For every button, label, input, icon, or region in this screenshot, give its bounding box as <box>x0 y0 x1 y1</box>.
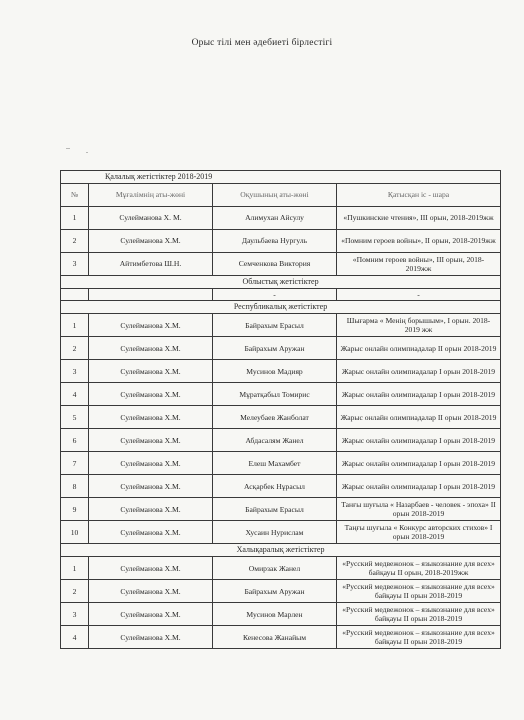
cell-student: Байрахым Ерасыл <box>213 314 337 337</box>
cell-teacher: Сулейманова Х.М. <box>89 580 213 603</box>
section-row-international <box>61 544 501 557</box>
section-title: Халықаралық жетістіктер <box>61 544 501 557</box>
table-row <box>61 429 501 452</box>
cell-student: Мусинов Марлен <box>213 603 337 626</box>
cell-num: 10 <box>61 521 89 544</box>
cell-student: Мұратқабыл Томирис <box>213 383 337 406</box>
cell-teacher: Сулейманова Х.М. <box>89 603 213 626</box>
table-row <box>61 452 501 475</box>
table-row <box>61 314 501 337</box>
cell-result: Жарыс онлайн олимпиадалар I орын 2018-2019 <box>337 360 501 383</box>
cell-teacher: Сулейманова Х.М. <box>89 360 213 383</box>
cell-result: Жарыс онлайн олимпиадалар I орын 2018-2019 <box>337 452 501 475</box>
cell-teacher: Сулейманова Х.М. <box>89 230 213 253</box>
table-row <box>61 383 501 406</box>
cell-teacher: Сулейманова Х.М. <box>89 452 213 475</box>
cell-student: Байрахым Аружан <box>213 580 337 603</box>
cell-num <box>61 289 89 301</box>
table-row <box>61 626 501 649</box>
cell-result: «Русский медвежонок – языкознание для всех» байқауы II орын 2018-2019 <box>337 580 501 603</box>
cell-teacher: Айтимбетова Ш.Н. <box>89 253 213 276</box>
cell-num: 7 <box>61 452 89 475</box>
cell-teacher: Сулейманова Х.М. <box>89 383 213 406</box>
section-row-city <box>61 171 501 184</box>
cell-result: «Помним героев войны», II орын, 2018-2019жж <box>337 230 501 253</box>
cell-student: Хусаин Нурислам <box>213 521 337 544</box>
cell-result: «Русский медвежонок – языкознание для всех» байқауы II орын, 2018-2019жж <box>337 557 501 580</box>
table-row <box>61 603 501 626</box>
cell-teacher <box>89 289 213 301</box>
cell-num: 4 <box>61 626 89 649</box>
section-title: Облыстық жетістіктер <box>61 276 501 289</box>
cell-teacher: Сулейманова Х. М. <box>89 207 213 230</box>
cell-student: Байрахым Аружан <box>213 337 337 360</box>
cell-num: 3 <box>61 360 89 383</box>
table-row <box>61 475 501 498</box>
cell-result: «Русский медвежонок – языкознание для всех» байқауы II орын 2018-2019 <box>337 603 501 626</box>
cell-teacher: Сулейманова Х.М. <box>89 337 213 360</box>
cell-teacher: Сулейманова Х.М. <box>89 406 213 429</box>
table-row <box>61 521 501 544</box>
scan-mark: . <box>86 146 88 155</box>
cell-student: Даульбаева Нургуль <box>213 230 337 253</box>
table-row <box>61 360 501 383</box>
cell-student: - <box>213 289 337 301</box>
cell-teacher: Сулейманова Х.М. <box>89 521 213 544</box>
table-row <box>61 289 501 301</box>
cell-num: 3 <box>61 253 89 276</box>
cell-num: 2 <box>61 230 89 253</box>
cell-teacher: Сулейманова Х.М. <box>89 557 213 580</box>
cell-num: 9 <box>61 498 89 521</box>
cell-result: Шығарма « Менің борышым», I орын. 2018-2019 жж <box>337 314 501 337</box>
cell-result: «Помним героев войны», III орын, 2018-2019жж <box>337 253 501 276</box>
cell-result: Жарыс онлайн олимпиадалар I орын 2018-2019 <box>337 429 501 452</box>
cell-num: 3 <box>61 603 89 626</box>
cell-num: 6 <box>61 429 89 452</box>
cell-student: Алимухан Айсулу <box>213 207 337 230</box>
cell-student: Асқарбек Нұрасыл <box>213 475 337 498</box>
cell-teacher: Сулейманова Х.М. <box>89 498 213 521</box>
cell-student: Байрахым Ерасыл <box>213 498 337 521</box>
cell-num: 8 <box>61 475 89 498</box>
cell-result: Жарыс онлайн олимпиадалар II орын 2018-2019 <box>337 337 501 360</box>
header-student: Оқушының аты-жөні <box>213 184 337 207</box>
section-row-regional <box>61 276 501 289</box>
cell-teacher: Сулейманова Х.М. <box>89 314 213 337</box>
cell-num: 2 <box>61 580 89 603</box>
table-row <box>61 406 501 429</box>
table-row <box>61 498 501 521</box>
section-row-republic <box>61 301 501 314</box>
cell-num: 1 <box>61 557 89 580</box>
achievements-table <box>60 170 501 649</box>
table-header-row <box>61 184 501 207</box>
cell-result: «Русский медвежонок – языкознание для всех» байқауы II орын 2018-2019 <box>337 626 501 649</box>
cell-student: Семченкова Виктория <box>213 253 337 276</box>
cell-result: - <box>337 289 501 301</box>
table-row <box>61 337 501 360</box>
header-num: № <box>61 184 89 207</box>
achievements-table-wrap <box>60 170 500 649</box>
table-row <box>61 557 501 580</box>
scan-mark: .. <box>66 142 70 151</box>
cell-num: 5 <box>61 406 89 429</box>
cell-student: Елеш Махамбет <box>213 452 337 475</box>
cell-result: Жарыс онлайн олимпиадалар II орын 2018-2019 <box>337 406 501 429</box>
section-title: Республикалық жетістіктер <box>61 301 501 314</box>
cell-student: Мусинов Мадияр <box>213 360 337 383</box>
cell-result: Жарыс онлайн олимпиадалар I орын 2018-2019 <box>337 475 501 498</box>
cell-num: 2 <box>61 337 89 360</box>
table-row <box>61 230 501 253</box>
cell-num: 1 <box>61 314 89 337</box>
cell-student: Омирзак Жанел <box>213 557 337 580</box>
cell-result: Жарыс онлайн олимпиадалар I орын 2018-2019 <box>337 383 501 406</box>
cell-teacher: Сулейманова Х.М. <box>89 475 213 498</box>
cell-num: 1 <box>61 207 89 230</box>
section-title: Қалалық жетістіктер 2018-2019 <box>61 171 501 184</box>
cell-student: Мелеубаев Жанболат <box>213 406 337 429</box>
cell-teacher: Сулейманова Х.М. <box>89 429 213 452</box>
cell-result: Танғы шуғыла « Назарбаев - человек - эпоха» II орын 2018-2019 <box>337 498 501 521</box>
cell-result: «Пушкинские чтения», III орын, 2018-2019жж <box>337 207 501 230</box>
header-teacher: Мұғалімнің аты-жөні <box>89 184 213 207</box>
cell-teacher: Сулейманова Х.М. <box>89 626 213 649</box>
table-row <box>61 207 501 230</box>
cell-student: Абдасалям Жанел <box>213 429 337 452</box>
table-row <box>61 253 501 276</box>
table-row <box>61 580 501 603</box>
cell-num: 4 <box>61 383 89 406</box>
header-event: Қатысқан іс - шара <box>337 184 501 207</box>
cell-student: Кенесова Жанайым <box>213 626 337 649</box>
page-title: Орыс тілі мен әдебиеті бірлестігі <box>191 38 333 48</box>
cell-result: Таңғы шуғыла « Конкурс авторских стихов» I орын 2018-2019 <box>337 521 501 544</box>
